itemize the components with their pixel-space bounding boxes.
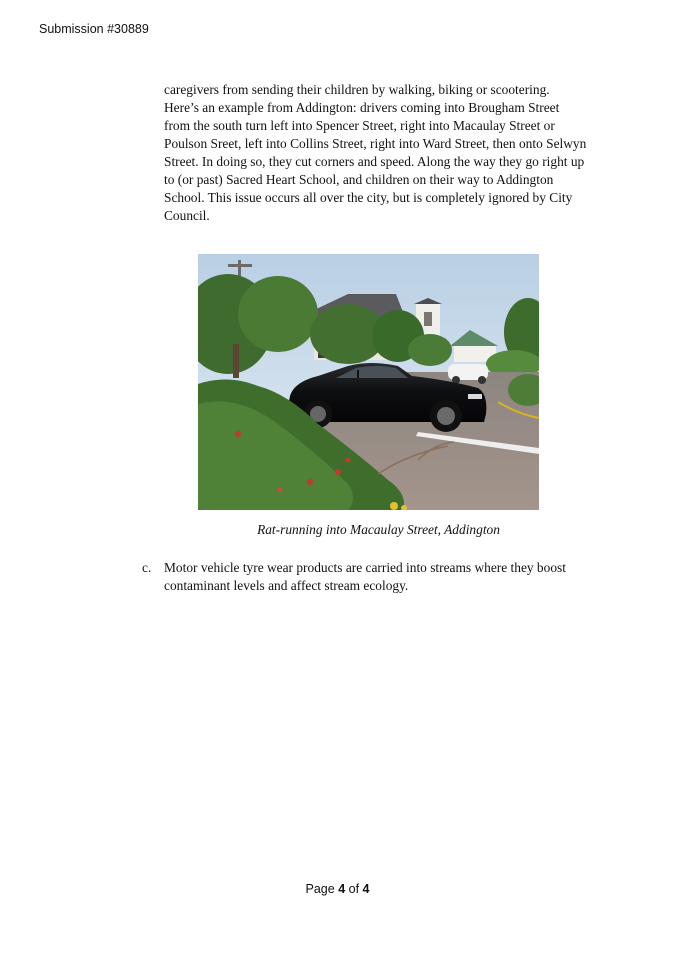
- figure-caption: Rat-running into Macaulay Street, Addington: [257, 522, 500, 537]
- page-current: 4: [338, 882, 346, 896]
- list-item-line: contaminant levels and affect stream ecology.: [164, 578, 409, 593]
- street-photo: [198, 254, 539, 510]
- list-item-line: Motor vehicle tyre wear products are carried into streams where they boost: [164, 560, 566, 575]
- paragraph-line: Street. In doing so, they cut corners and speed. Along the way they go right up: [164, 154, 585, 169]
- submission-header: Submission #30889: [39, 22, 149, 36]
- paragraph-line: to (or past) Sacred Heart School, and children on their way to Addington: [164, 172, 554, 187]
- page-of: of: [348, 882, 360, 896]
- page-label: Page: [305, 882, 335, 896]
- paragraph-line: School. This issue occurs all over the city, but is completely ignored by City: [164, 190, 573, 205]
- page-total: 4: [362, 882, 370, 896]
- list-marker: c.: [142, 560, 152, 575]
- paragraph-line: Here’s an example from Addington: drivers coming into Brougham Street: [164, 100, 560, 115]
- page-footer: [0, 882, 675, 896]
- paragraph-line: Council.: [164, 208, 210, 223]
- paragraph-line: Poulson Sreet, left into Collins Street, right into Ward Street, then onto Selwyn: [164, 136, 587, 151]
- paragraph-line: caregivers from sending their children by walking, biking or scootering.: [164, 82, 550, 97]
- body-paragraph: [164, 81, 604, 225]
- paragraph-line: from the south turn left into Spencer Street, right into Macaulay Street or: [164, 118, 555, 133]
